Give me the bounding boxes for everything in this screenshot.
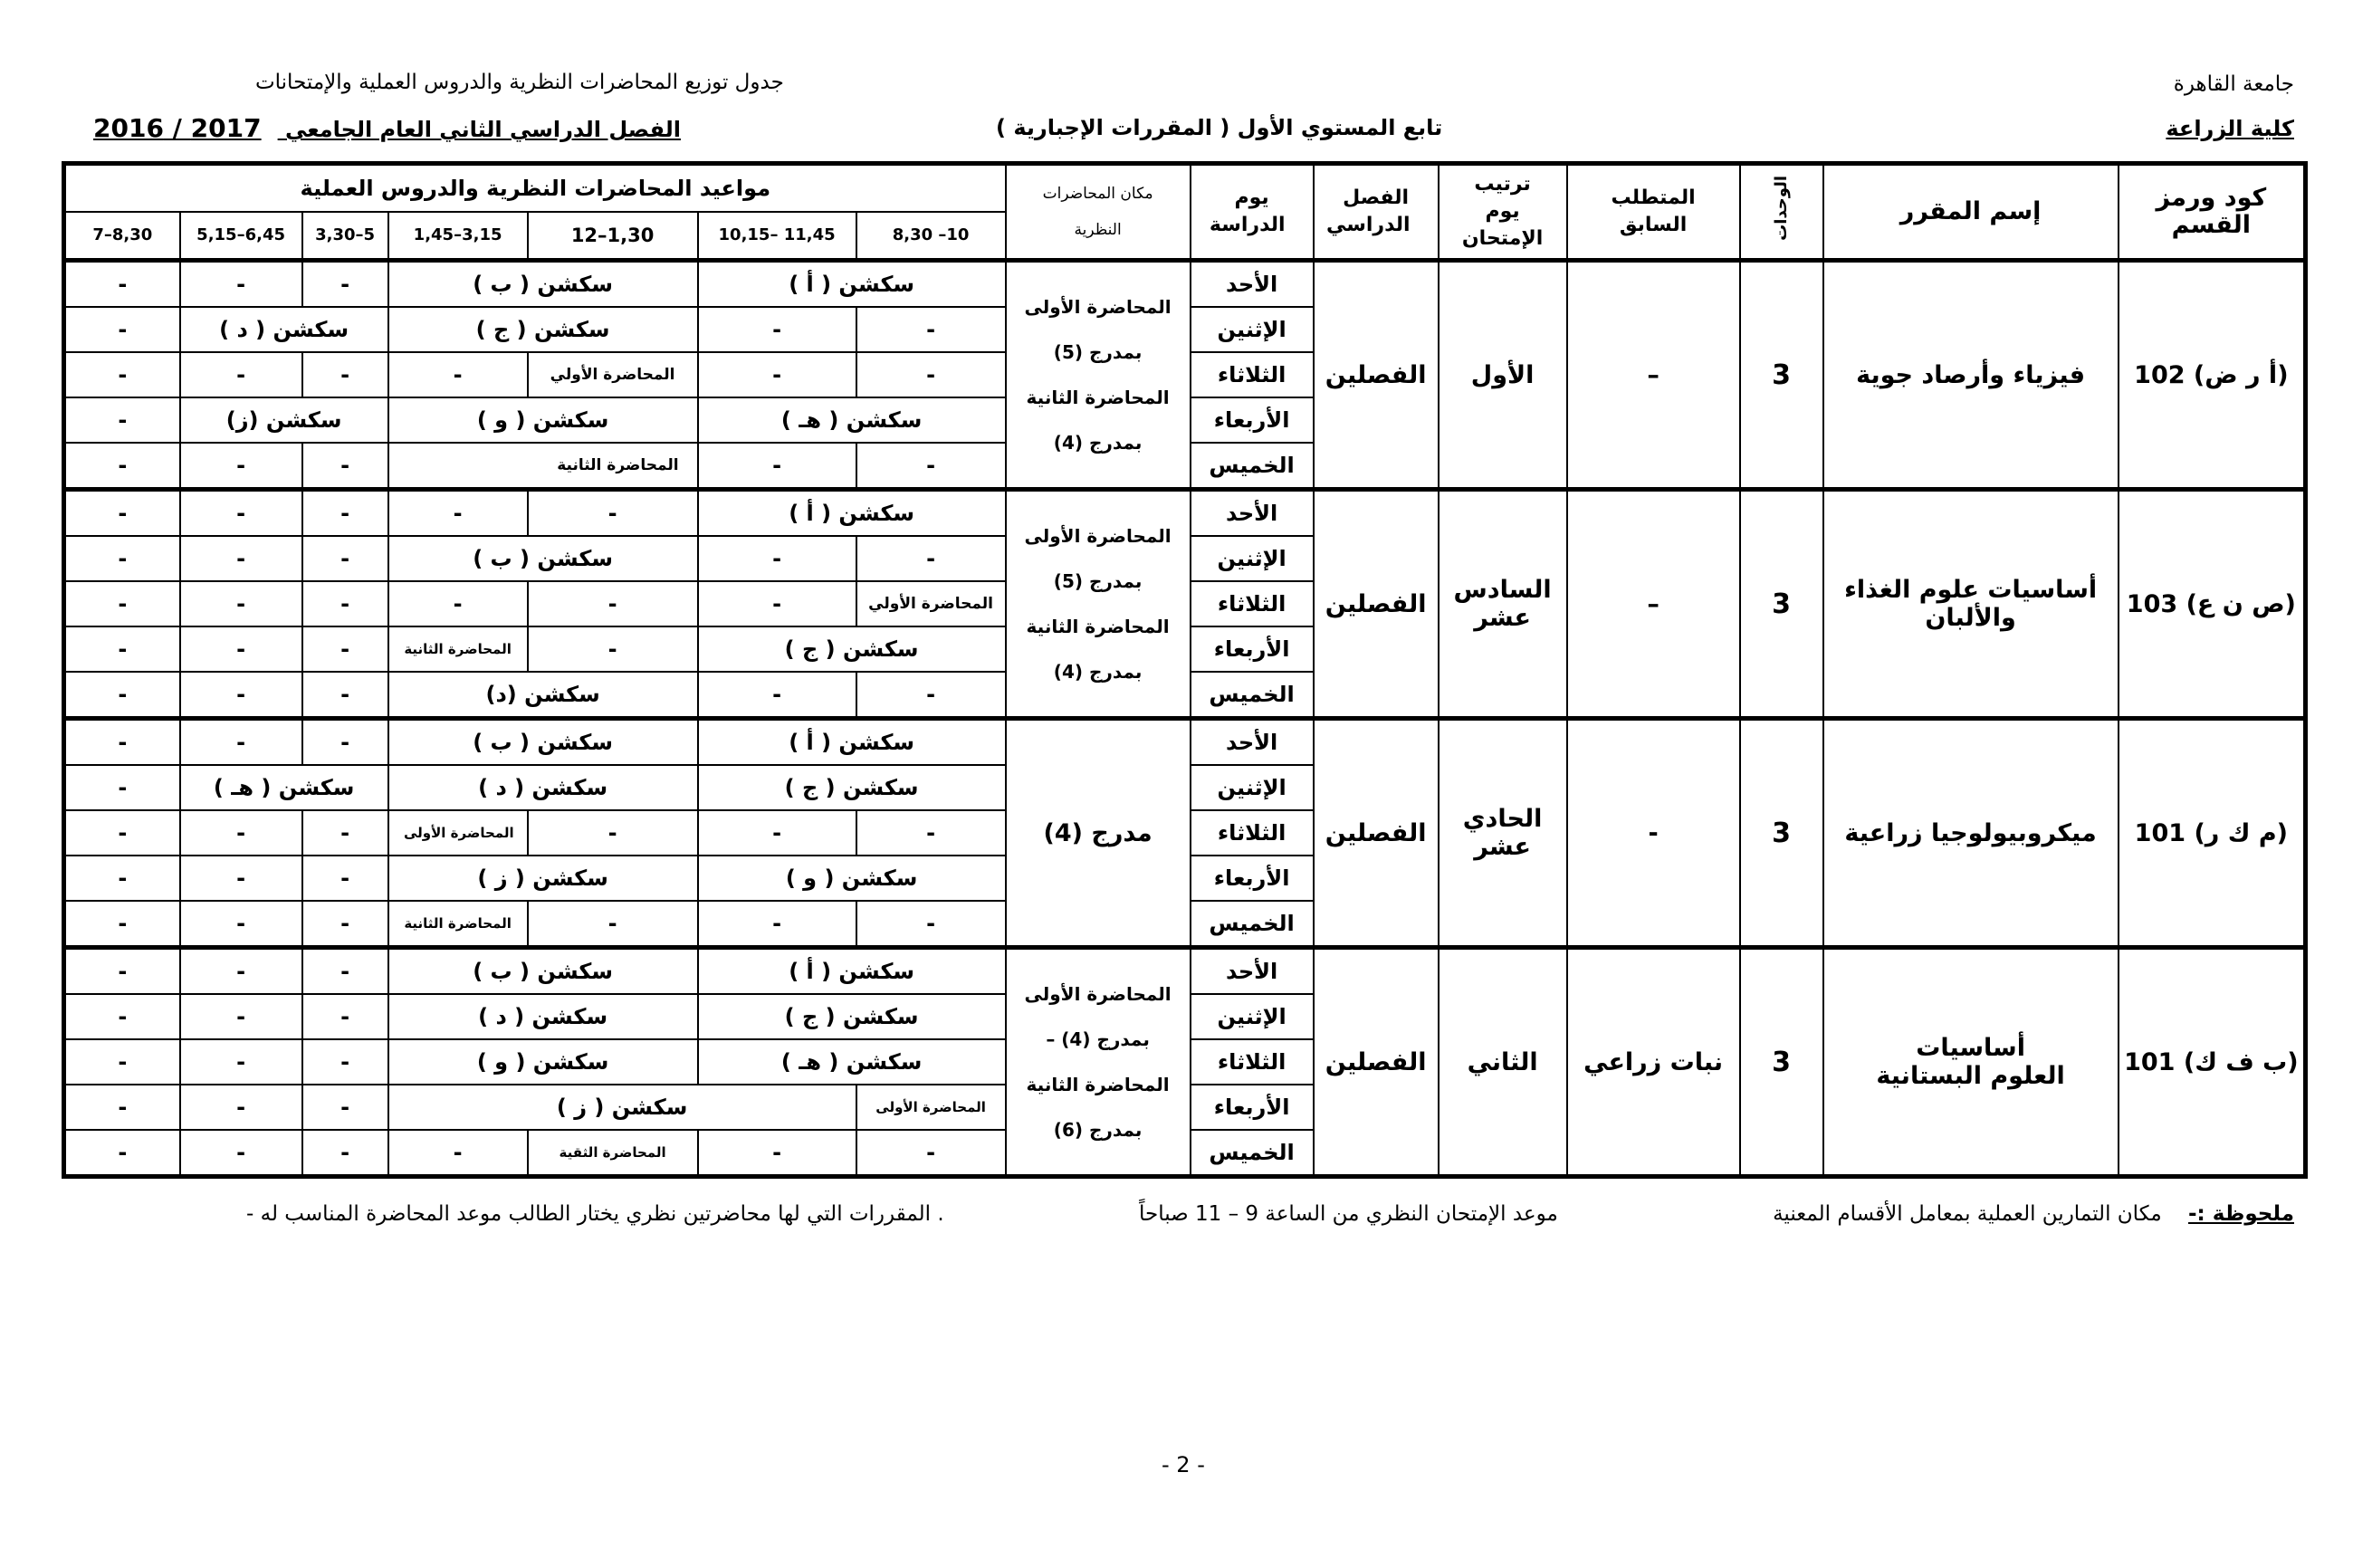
schedule-cell: - (180, 1085, 302, 1130)
study-day: الثلاثاء (1191, 352, 1314, 397)
schedule-cell: - (180, 994, 302, 1039)
schedule-cell: - (64, 1130, 180, 1177)
course-name-line: أساسيات علوم الغذاء (1844, 576, 2098, 604)
schedule-cell: سكشن ( ج ) (698, 765, 1006, 810)
schedule-cell: المحاضرة الثانية (388, 626, 528, 672)
schedule-cell: سكشن ( ب ) (388, 261, 698, 308)
course-name-line: والألبان (1925, 604, 2016, 632)
schedule-cell: المحاضرة الثانية (388, 901, 528, 948)
schedule-cell: - (180, 581, 302, 626)
slot-header-2: 11,45 –10,15 (698, 212, 856, 261)
course-units: 3 (1740, 948, 1823, 1177)
slot-header-3: 1,30–12 (528, 212, 698, 261)
semester-title (93, 113, 681, 143)
schedule-cell: سكشن ( د ) (388, 765, 698, 810)
schedule-cell: سكشن ( ز ) (388, 856, 698, 901)
schedule-cell: المحاضرة الثانية (388, 443, 698, 490)
schedule-cell: - (64, 397, 180, 443)
course-1-row-sun (64, 261, 2306, 308)
course-name: فيزياء وأرصاد جوية (1823, 261, 2119, 490)
schedule-cell: سكشن ( د ) (180, 307, 388, 352)
study-day: الأربعاء (1191, 397, 1314, 443)
schedule-cell: المحاضرة الأولي (528, 352, 698, 397)
slot-header-5: 5–3,30 (302, 212, 388, 261)
location-line: المحاضرة الأولى (1024, 983, 1172, 1005)
slot-header-6: 6,45–5,15 (180, 212, 302, 261)
level-title: تابع المستوي الأول ( المقررات الإجبارية ) (996, 115, 1443, 140)
course-name (1823, 490, 2119, 719)
course-location (1006, 948, 1191, 1177)
study-day: الأربعاء (1191, 626, 1314, 672)
note-practical-location: مكان التمارين العملية بمعامل الأقسام المعنية (1773, 1202, 2162, 1226)
course-location (1006, 490, 1191, 719)
schedule-cell: - (302, 994, 388, 1039)
schedule-cell: - (528, 490, 698, 537)
col-header-course-name: إسم المقرر (1823, 164, 2119, 261)
schedule-cell: سكشن ( هـ ) (698, 1039, 1006, 1085)
note-label: ملحوظة :- (2188, 1202, 2294, 1226)
schedule-cell: سكشن ( هـ ) (698, 397, 1006, 443)
course-prerequisite: نبات زراعي (1567, 948, 1740, 1177)
schedule-cell: - (64, 490, 180, 537)
location-line: بمدرج (5) (1053, 570, 1143, 592)
schedule-cell: - (302, 490, 388, 537)
schedule-cell: - (698, 810, 856, 856)
schedule-cell: - (64, 948, 180, 995)
col-header-exam-day: ترتيب يوم الإمتحان (1439, 164, 1567, 261)
schedule-cell: - (302, 810, 388, 856)
schedule-cell: سكشن ( و ) (698, 856, 1006, 901)
schedule-cell: - (180, 672, 302, 719)
schedule-cell: - (302, 261, 388, 308)
schedule-cell: - (302, 948, 388, 995)
slot-header-7: 8,30–7 (64, 212, 180, 261)
schedule-cell: - (180, 1039, 302, 1085)
exam-day-line: السادس (1453, 576, 1552, 604)
schedule-cell: المحاضرة الأولى (856, 1085, 1006, 1130)
schedule-cell: سكشن (ز) (180, 397, 388, 443)
schedule-cell: سكشن ( ب ) (388, 948, 698, 995)
col-header-code: كود ورمز القسم (2119, 164, 2306, 261)
schedule-cell: سكشن ( ج ) (698, 994, 1006, 1039)
course-units: 3 (1740, 261, 1823, 490)
course-3-row-sun (64, 719, 2306, 766)
schedule-cell: - (180, 1130, 302, 1177)
schedule-cell: - (856, 307, 1006, 352)
course-name-line: العلوم البستانية (1876, 1062, 2065, 1090)
course-semester: الفصلين (1314, 948, 1439, 1177)
schedule-cell: - (302, 1085, 388, 1130)
schedule-cell: - (64, 443, 180, 490)
schedule-cell: - (856, 672, 1006, 719)
schedule-cell: - (64, 261, 180, 308)
schedule-cell: - (388, 490, 528, 537)
schedule-cell: سكشن ( ب ) (388, 719, 698, 766)
study-day: الخميس (1191, 1130, 1314, 1177)
course-code: (أ ر ض) 102 (2119, 261, 2306, 490)
col-header-prerequisite: المتطلب السابق (1567, 164, 1740, 261)
schedule-cell: سكشن ( هـ ) (180, 765, 388, 810)
course-4-row-sun (64, 948, 2306, 995)
location-line: بمدرج (4) (1053, 661, 1143, 683)
location-line: بمدرج (5) (1053, 341, 1143, 363)
schedule-cell: - (302, 856, 388, 901)
table-title: جدول توزيع المحاضرات النظرية والدروس العملية والإمتحانات (255, 71, 784, 94)
location-line: بمدرج (4) (1053, 432, 1143, 454)
schedule-cell: - (64, 307, 180, 352)
study-day: الثلاثاء (1191, 810, 1314, 856)
study-day: الأحد (1191, 719, 1314, 766)
study-day: الأحد (1191, 490, 1314, 537)
schedule-cell: - (180, 490, 302, 537)
course-semester: الفصلين (1314, 719, 1439, 948)
course-exam-day (1439, 719, 1567, 948)
schedule-cell: - (302, 626, 388, 672)
schedule-cell: - (698, 443, 856, 490)
schedule-cell: - (64, 810, 180, 856)
schedule-cell: - (698, 581, 856, 626)
course-exam-day (1439, 490, 1567, 719)
schedule-cell: - (180, 443, 302, 490)
location-line: المحاضرة الأولى (1024, 296, 1172, 318)
schedule-cell: - (64, 1039, 180, 1085)
schedule-table (62, 161, 2308, 1179)
course-code: (ب ف ك) 101 (2119, 948, 2306, 1177)
schedule-cell: المحاضرة الأولى (388, 810, 528, 856)
col-header-schedule: مواعيد المحاضرات النظرية والدروس العملية (64, 164, 1006, 213)
schedule-cell: - (64, 1085, 180, 1130)
schedule-cell: سكشن ( ج ) (388, 307, 698, 352)
schedule-cell: - (856, 536, 1006, 581)
schedule-cell: - (856, 352, 1006, 397)
schedule-cell: سكشن ( و ) (388, 1039, 698, 1085)
schedule-cell: - (856, 1130, 1006, 1177)
schedule-cell: - (180, 626, 302, 672)
schedule-cell: سكشن ( أ ) (698, 719, 1006, 766)
schedule-cell: - (64, 536, 180, 581)
schedule-cell: - (856, 901, 1006, 948)
header-row-1 (64, 164, 2306, 213)
schedule-cell: سكشن ( د ) (388, 994, 698, 1039)
schedule-cell: - (302, 536, 388, 581)
schedule-cell: - (180, 901, 302, 948)
schedule-cell: - (64, 765, 180, 810)
study-day: الأحد (1191, 948, 1314, 995)
schedule-cell: - (302, 581, 388, 626)
schedule-cell: - (698, 352, 856, 397)
schedule-cell: - (302, 1130, 388, 1177)
exam-day-line: عشر (1474, 833, 1531, 861)
schedule-cell: - (856, 443, 1006, 490)
schedule-cell: - (180, 810, 302, 856)
schedule-cell: سكشن ( ب ) (388, 536, 698, 581)
schedule-cell: - (528, 581, 698, 626)
course-prerequisite: - (1567, 719, 1740, 948)
schedule-cell: - (698, 901, 856, 948)
course-name: ميكروبيولوجيا زراعية (1823, 719, 2119, 948)
schedule-cell: - (64, 719, 180, 766)
schedule-cell: - (64, 856, 180, 901)
course-name (1823, 948, 2119, 1177)
schedule-cell: - (64, 626, 180, 672)
location-line: بمدرج (6) (1053, 1119, 1143, 1141)
schedule-cell: - (64, 352, 180, 397)
schedule-cell: - (180, 536, 302, 581)
col-header-units (1740, 164, 1823, 261)
schedule-cell: - (698, 307, 856, 352)
course-code: (م ك ر) 101 (2119, 719, 2306, 948)
schedule-cell: سكشن ( ز ) (388, 1085, 856, 1130)
study-day: الإثنين (1191, 307, 1314, 352)
schedule-cell: - (302, 443, 388, 490)
course-units: 3 (1740, 490, 1823, 719)
schedule-cell: - (64, 672, 180, 719)
study-day: الثلاثاء (1191, 581, 1314, 626)
course-name-line: أساسيات (1916, 1034, 2025, 1062)
schedule-cell: - (388, 1130, 528, 1177)
course-semester: الفصلين (1314, 490, 1439, 719)
schedule-cell: - (302, 352, 388, 397)
schedule-cell: المحاضرة الثقية (528, 1130, 698, 1177)
location-line: المحاضرة الثانية (1026, 616, 1170, 637)
schedule-cell: - (698, 1130, 856, 1177)
location-line: المحاضرة الأولى (1024, 525, 1172, 547)
slot-header-4: 3,15–1,45 (388, 212, 528, 261)
study-day: الخميس (1191, 443, 1314, 490)
schedule-cell: - (180, 719, 302, 766)
study-day: الخميس (1191, 901, 1314, 948)
course-prerequisite: – (1567, 261, 1740, 490)
study-day: الأربعاء (1191, 1085, 1314, 1130)
schedule-cell: - (180, 856, 302, 901)
note-exam-time: موعد الإمتحان النظري من الساعة 9 – 11 صباحاً (1139, 1202, 1558, 1226)
units-label: الوحدات (1771, 175, 1791, 241)
course-exam-day: الثاني (1439, 948, 1567, 1177)
col-header-location: مكان المحاضرات النظرية (1006, 164, 1191, 261)
schedule-cell: - (528, 901, 698, 948)
slot-header-1: 10– 8,30 (856, 212, 1006, 261)
schedule-cell: - (528, 810, 698, 856)
schedule-cell: سكشن (د) (388, 672, 698, 719)
schedule-cell: - (388, 581, 528, 626)
study-day: الأحد (1191, 261, 1314, 308)
schedule-cell: - (64, 581, 180, 626)
faculty-name: كلية الزراعة (2166, 116, 2294, 141)
schedule-cell: - (698, 536, 856, 581)
study-day: الإثنين (1191, 536, 1314, 581)
schedule-cell: - (180, 352, 302, 397)
schedule-cell: المحاضرة الأولي (856, 581, 1006, 626)
course-code: (ص ن ع) 103 (2119, 490, 2306, 719)
schedule-cell: - (64, 994, 180, 1039)
exam-day-line: الحادي (1462, 805, 1543, 833)
study-day: الإثنين (1191, 765, 1314, 810)
schedule-cell: - (302, 1039, 388, 1085)
schedule-cell: - (302, 719, 388, 766)
exam-day-line: عشر (1474, 604, 1531, 632)
schedule-cell: - (302, 672, 388, 719)
course-location (1006, 261, 1191, 490)
col-header-study-day: يوم الدراسة (1191, 164, 1314, 261)
location-line: المحاضرة الثانية (1026, 1074, 1170, 1095)
schedule-cell: - (856, 810, 1006, 856)
course-units: 3 (1740, 719, 1823, 948)
page-number: - 2 - (1162, 1452, 1205, 1477)
course-exam-day: الأول (1439, 261, 1567, 490)
schedule-cell: - (180, 948, 302, 995)
schedule-cell: سكشن ( ج ) (698, 626, 1006, 672)
schedule-cell: سكشن ( أ ) (698, 490, 1006, 537)
study-day: الأربعاء (1191, 856, 1314, 901)
course-semester: الفصلين (1314, 261, 1439, 490)
schedule-cell: - (180, 261, 302, 308)
university-name: جامعة القاهرة (2173, 72, 2294, 96)
footer-note-line (1773, 1202, 2294, 1226)
study-day: الثلاثاء (1191, 1039, 1314, 1085)
note-lecture-choice: - المقررات التي لها محاضرتين نظري يختار الطالب موعد المحاضرة المناسب له . (246, 1202, 944, 1226)
location-line: المحاضرة الثانية (1026, 387, 1170, 408)
study-day: الإثنين (1191, 994, 1314, 1039)
schedule-cell: سكشن ( أ ) (698, 261, 1006, 308)
schedule-cell: سكشن ( و ) (388, 397, 698, 443)
location-line: بمدرج (4) – (1046, 1028, 1150, 1050)
col-header-semester: الفصل الدراسي (1314, 164, 1439, 261)
course-2-row-sun (64, 490, 2306, 537)
study-day: الخميس (1191, 672, 1314, 719)
schedule-cell: - (302, 901, 388, 948)
schedule-cell: - (698, 672, 856, 719)
schedule-cell: سكشن ( أ ) (698, 948, 1006, 995)
semester-label: الفصل الدراسي الثاني العام الجامعي (284, 117, 681, 142)
course-location: مدرج (4) (1006, 719, 1191, 948)
schedule-cell: - (528, 626, 698, 672)
course-prerequisite: – (1567, 490, 1740, 719)
academic-year: 2017 / 2016 (93, 113, 262, 143)
schedule-cell: - (388, 352, 528, 397)
schedule-cell: - (64, 901, 180, 948)
